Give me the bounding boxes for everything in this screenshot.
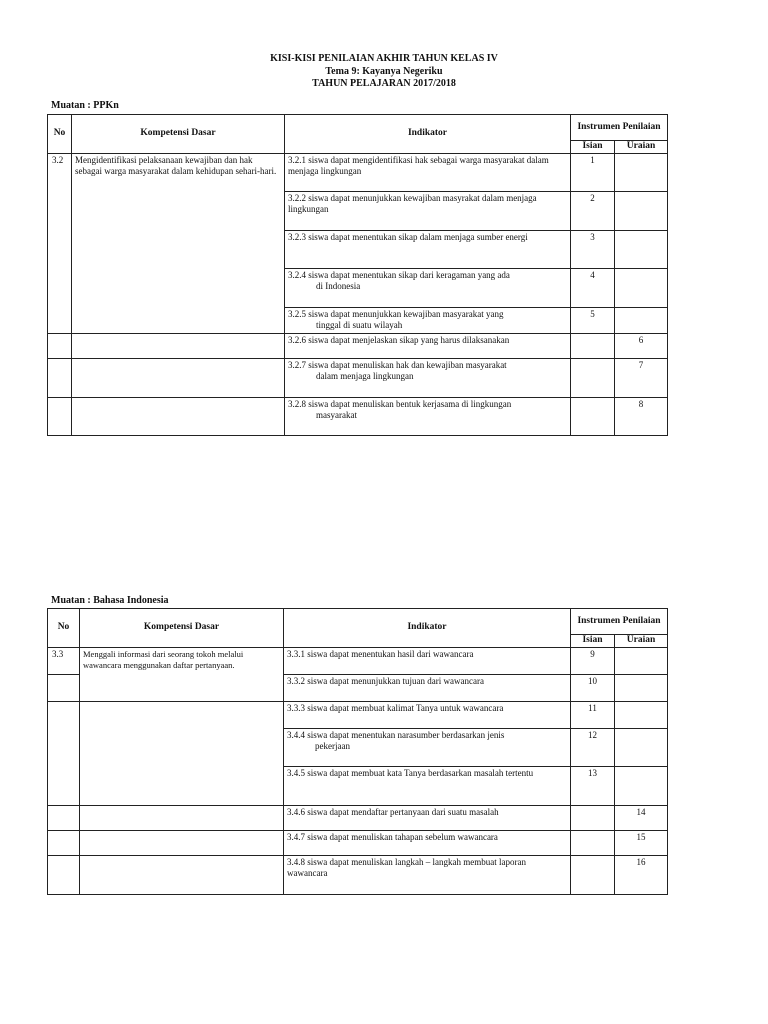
uraian-cell [615,191,668,230]
empty-cell [72,333,285,358]
table-row [48,805,668,830]
indikator-text: 3.4.6 siswa dapat mendaftar pertanyaan dari suatu masalah [284,805,571,830]
indikator-text: 3.4.4 siswa dapat menentukan narasumber berdasarkan jenis [287,729,505,740]
indikator-text: 3.2.6 siswa dapat menjelaskan sikap yang harus dilaksanakan [285,333,571,358]
header-uraian: Uraian [615,141,668,154]
uraian-cell [615,268,668,307]
header-instrumen-penilaian: Instrumen Penilaian [571,609,668,635]
isian-cell: 9 [571,647,615,674]
empty-cell [80,855,284,894]
document-header [0,53,768,91]
uraian-cell: 15 [615,830,668,855]
table-row [48,701,668,728]
empty-cell [72,358,285,397]
table-row [48,855,668,894]
indikator-text: 3.2.2 siswa dapat menunjukkan kewajiban masyrakat dalam menjaga lingkungan [285,191,571,230]
indikator-text-cont: masyarakat [316,410,357,420]
kd-number: 3.3 [48,647,80,674]
header-uraian: Uraian [615,635,668,648]
document-year: TAHUN PELAJARAN 2017/2018 [312,78,456,89]
indikator-text: 3.3.2 siswa dapat menunjukkan tujuan dari wawancara [284,674,571,701]
empty-cell [48,333,72,358]
uraian-cell: 14 [615,805,668,830]
kd-number: 3.2 [48,153,72,333]
section-title-ppkn: Muatan : PPKn [51,100,119,111]
isian-cell [571,830,615,855]
indikator-text-cont: di Indonesia [316,281,361,291]
isian-cell: 10 [571,674,615,701]
isian-cell: 12 [571,728,615,766]
isian-cell: 5 [571,307,615,333]
uraian-cell [615,153,668,191]
table-row [48,647,668,674]
uraian-cell [615,230,668,268]
uraian-cell [615,307,668,333]
isian-cell: 3 [571,230,615,268]
isian-cell: 4 [571,268,615,307]
uraian-cell [615,701,668,728]
empty-cell [48,830,80,855]
empty-cell [48,397,72,435]
section-title-bahasa-indonesia: Muatan : Bahasa Indonesia [51,595,169,606]
indikator-text: 3.2.8 siswa dapat menuliskan bentuk kerjasama di lingkungan [288,398,512,409]
empty-cell [48,674,80,701]
document-title: KISI-KISI PENILAIAN AKHIR TAHUN KELAS IV [270,53,498,64]
empty-cell [48,805,80,830]
table-row [48,830,668,855]
isian-cell: 2 [571,191,615,230]
header-no: No [48,609,80,648]
empty-cell [48,358,72,397]
kd-text: Mengidentifikasi pelaksanaan kewajiban dan hak sebagai warga masyarakat dalam kehidupan sehari-hari. [72,153,285,333]
indikator-text: 3.2.1 siswa dapat mengidentifikasi hak sebagai warga masyarakat dalam menjaga lingkungan [285,153,571,191]
header-isian: Isian [571,635,615,648]
uraian-cell [615,766,668,805]
indikator-cell [285,397,571,435]
isian-cell: 1 [571,153,615,191]
empty-cell [80,830,284,855]
uraian-cell [615,647,668,674]
header-indikator: Indikator [285,115,571,154]
uraian-cell: 6 [615,333,668,358]
indikator-text-cont: dalam menjaga lingkungan [316,371,414,381]
indikator-cell [284,728,571,766]
indikator-cell [285,307,571,333]
uraian-cell [615,674,668,701]
uraian-cell: 16 [615,855,668,894]
kisi-table-bahasa-indonesia [47,608,668,895]
uraian-cell: 7 [615,358,668,397]
uraian-cell [615,728,668,766]
indikator-text: 3.4.7 siswa dapat menuliskan tahapan sebelum wawancara [284,830,571,855]
isian-cell [571,358,615,397]
header-indikator: Indikator [284,609,571,648]
indikator-cell [285,268,571,307]
table-row [48,358,668,397]
indikator-text: 3.2.3 siswa dapat menentukan sikap dalam menjaga sumber energi [285,230,571,268]
indikator-text-cont: tinggal di suatu wilayah [316,320,403,330]
empty-cell [80,701,284,805]
isian-cell: 13 [571,766,615,805]
isian-cell [571,805,615,830]
isian-cell: 11 [571,701,615,728]
header-kompetensi-dasar: Kompetensi Dasar [80,609,284,648]
indikator-text: 3.4.5 siswa dapat membuat kata Tanya berdasarkan masalah tertentu [284,766,571,805]
header-instrumen-penilaian: Instrumen Penilaian [571,115,668,141]
header-no: No [48,115,72,154]
indikator-text: 3.3.3 siswa dapat membuat kalimat Tanya untuk wawancara [284,701,571,728]
header-isian: Isian [571,141,615,154]
indikator-cell [285,358,571,397]
kisi-table-ppkn [47,114,668,436]
isian-cell [571,855,615,894]
kd-text: Menggali informasi dari seorang tokoh melalui wawancara menggunakan daftar pertanyaan. [80,647,284,701]
table-row [48,333,668,358]
indikator-text: 3.3.1 siswa dapat menentukan hasil dari wawancara [284,647,571,674]
isian-cell [571,397,615,435]
indikator-text: 3.4.8 siswa dapat menuliskan langkah – langkah membuat laporan wawancara [284,855,571,894]
empty-cell [80,805,284,830]
indikator-text-cont: pekerjaan [315,741,350,751]
empty-cell [48,701,80,805]
document-theme: Tema 9: Kayanya Negeriku [325,65,443,77]
table-row [48,397,668,435]
indikator-text: 3.2.7 siswa dapat menuliskan hak dan kewajiban masyarakat [288,359,507,370]
isian-cell [571,333,615,358]
uraian-cell: 8 [615,397,668,435]
header-kompetensi-dasar: Kompetensi Dasar [72,115,285,154]
table-row [48,153,668,191]
empty-cell [48,855,80,894]
empty-cell [72,397,285,435]
indikator-text: 3.2.5 siswa dapat menunjukkan kewajiban masyarakat yang [288,308,504,319]
indikator-text: 3.2.4 siswa dapat menentukan sikap dari keragaman yang ada [288,269,510,280]
